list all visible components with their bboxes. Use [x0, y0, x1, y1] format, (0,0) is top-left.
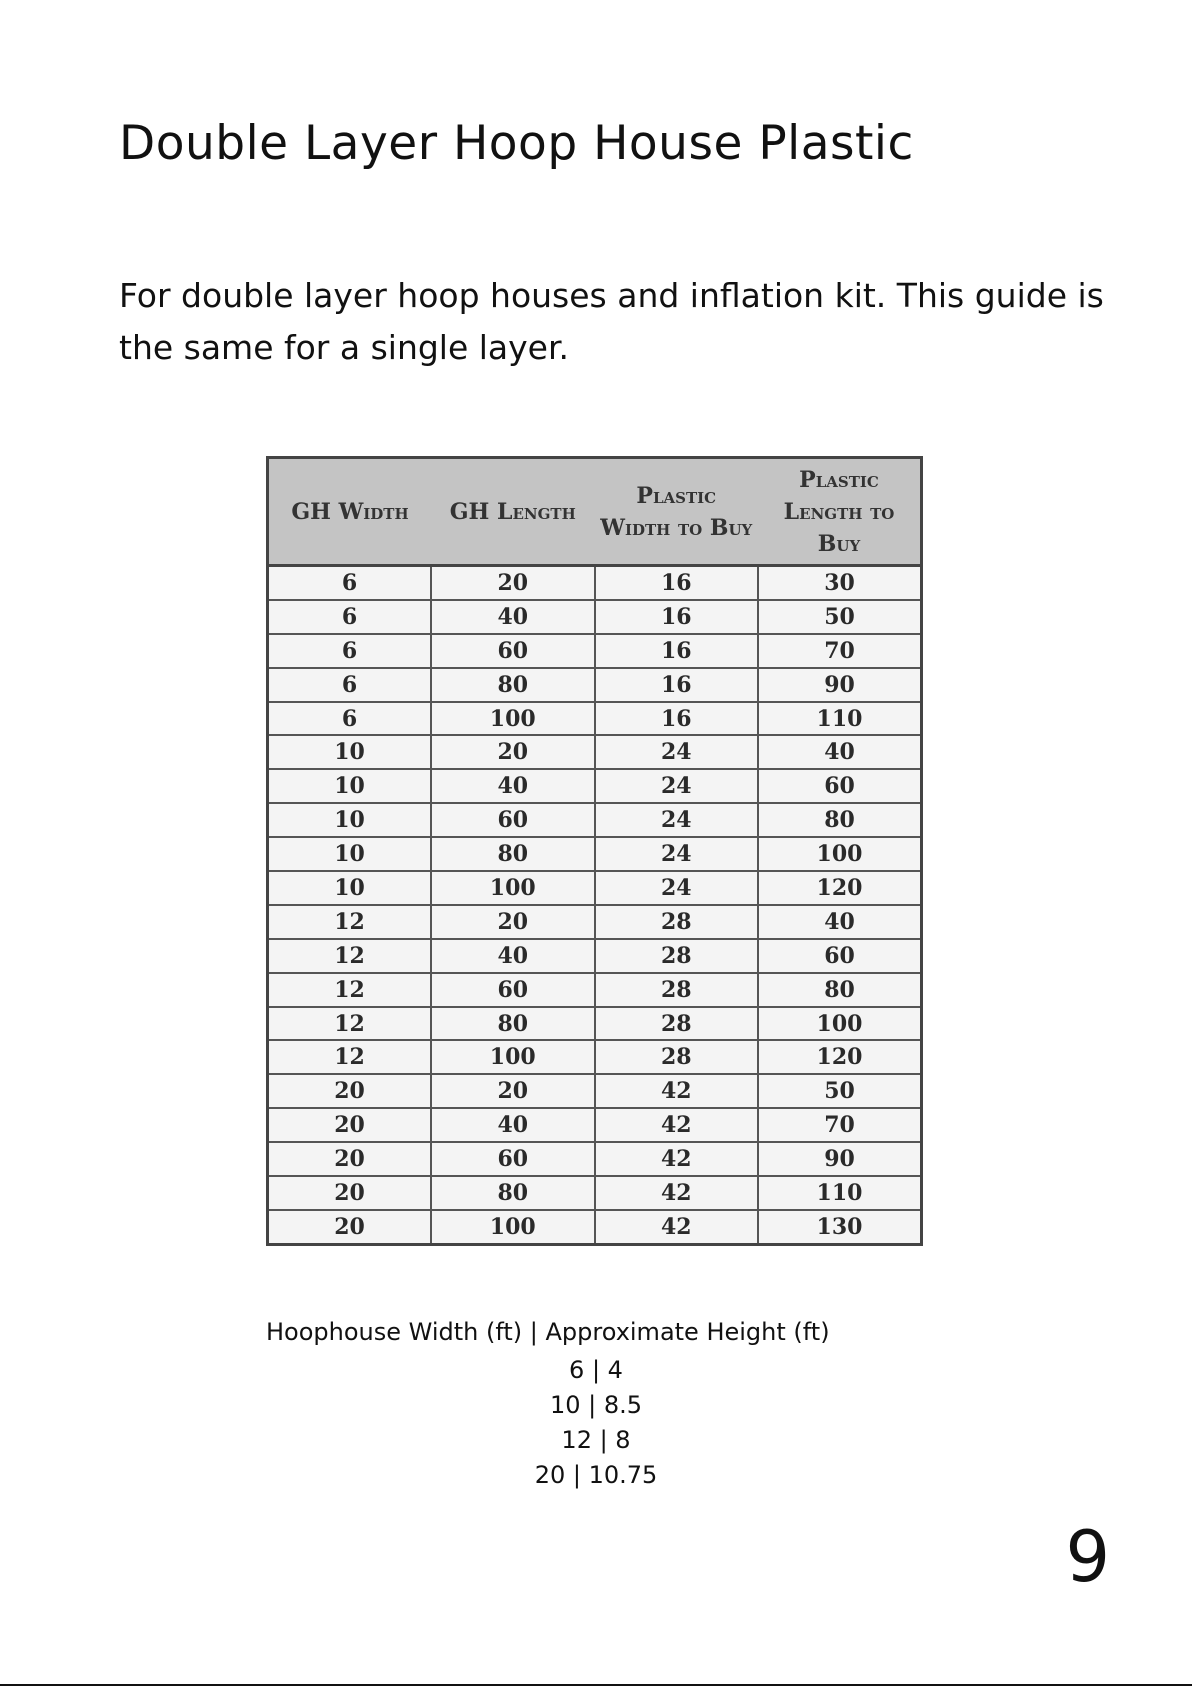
cell-plastic-length: 50 — [758, 1074, 922, 1108]
cell-gh-width: 10 — [268, 769, 432, 803]
plastic-size-table-container — [266, 456, 923, 1246]
cell-plastic-width: 42 — [595, 1176, 759, 1210]
cell-plastic-length: 110 — [758, 702, 922, 736]
cell-plastic-width: 16 — [595, 668, 759, 702]
table-row — [268, 939, 922, 973]
cell-gh-length: 100 — [431, 1040, 595, 1074]
cell-plastic-length: 90 — [758, 1142, 922, 1176]
table-row — [268, 1007, 922, 1041]
page-title: Double Layer Hoop House Plastic — [119, 116, 914, 171]
cell-gh-length: 100 — [431, 1210, 595, 1244]
cell-gh-width: 10 — [268, 803, 432, 837]
cell-plastic-width: 28 — [595, 1040, 759, 1074]
table-row — [268, 905, 922, 939]
cell-plastic-length: 120 — [758, 871, 922, 905]
cell-gh-width: 12 — [268, 1040, 432, 1074]
cell-plastic-width: 28 — [595, 1007, 759, 1041]
table-row — [268, 1210, 922, 1244]
cell-gh-length: 80 — [431, 837, 595, 871]
cell-gh-length: 40 — [431, 769, 595, 803]
cell-gh-width: 6 — [268, 702, 432, 736]
height-guide-row: 6 | 4 — [569, 1356, 623, 1384]
cell-plastic-width: 16 — [595, 634, 759, 668]
table-row — [268, 1142, 922, 1176]
cell-plastic-length: 40 — [758, 905, 922, 939]
cell-gh-length: 40 — [431, 939, 595, 973]
cell-plastic-length: 60 — [758, 769, 922, 803]
height-guide-list — [0, 1353, 1192, 1493]
cell-plastic-length: 100 — [758, 1007, 922, 1041]
table-row — [268, 1074, 922, 1108]
cell-plastic-length: 70 — [758, 1108, 922, 1142]
cell-plastic-length: 110 — [758, 1176, 922, 1210]
cell-gh-length: 60 — [431, 1142, 595, 1176]
cell-plastic-width: 24 — [595, 803, 759, 837]
cell-plastic-width: 42 — [595, 1142, 759, 1176]
cell-gh-length: 40 — [431, 1108, 595, 1142]
cell-plastic-width: 28 — [595, 939, 759, 973]
height-guide-header: Hoophouse Width (ft) | Approximate Height (ft) — [266, 1318, 830, 1346]
cell-plastic-length: 70 — [758, 634, 922, 668]
cell-plastic-width: 24 — [595, 871, 759, 905]
header-plastic-width: Plastic Width to Buy — [595, 458, 759, 566]
cell-plastic-length: 130 — [758, 1210, 922, 1244]
cell-gh-width: 10 — [268, 735, 432, 769]
table-row — [268, 600, 922, 634]
cell-plastic-width: 24 — [595, 735, 759, 769]
cell-plastic-length: 50 — [758, 600, 922, 634]
cell-plastic-length: 80 — [758, 973, 922, 1007]
plastic-size-table — [266, 456, 923, 1246]
cell-gh-width: 10 — [268, 871, 432, 905]
cell-gh-length: 40 — [431, 600, 595, 634]
cell-gh-length: 60 — [431, 973, 595, 1007]
cell-gh-width: 12 — [268, 905, 432, 939]
cell-plastic-width: 16 — [595, 566, 759, 600]
cell-plastic-width: 16 — [595, 702, 759, 736]
cell-gh-width: 10 — [268, 837, 432, 871]
table-row — [268, 668, 922, 702]
cell-gh-width: 12 — [268, 939, 432, 973]
table-row — [268, 769, 922, 803]
header-plastic-length: Plastic Length to Buy — [758, 458, 922, 566]
table-row — [268, 973, 922, 1007]
cell-plastic-width: 16 — [595, 600, 759, 634]
cell-gh-width: 6 — [268, 668, 432, 702]
table-body — [268, 566, 922, 1245]
cell-plastic-width: 42 — [595, 1074, 759, 1108]
cell-gh-length: 20 — [431, 905, 595, 939]
cell-plastic-length: 80 — [758, 803, 922, 837]
page-number: 9 — [1065, 1516, 1110, 1598]
cell-gh-width: 20 — [268, 1108, 432, 1142]
intro-paragraph: For double layer hoop houses and inflation kit. This guide is the same for a single layer. — [119, 276, 1104, 367]
table-row — [268, 735, 922, 769]
table-row — [268, 702, 922, 736]
table-row — [268, 1176, 922, 1210]
cell-plastic-width: 42 — [595, 1210, 759, 1244]
cell-plastic-length: 30 — [758, 566, 922, 600]
cell-gh-length: 80 — [431, 1176, 595, 1210]
cell-plastic-width: 24 — [595, 837, 759, 871]
cell-gh-width: 6 — [268, 600, 432, 634]
height-guide-row: 12 | 8 — [561, 1426, 631, 1454]
cell-gh-length: 100 — [431, 871, 595, 905]
table-row — [268, 1040, 922, 1074]
cell-plastic-width: 42 — [595, 1108, 759, 1142]
cell-plastic-length: 100 — [758, 837, 922, 871]
table-row — [268, 1108, 922, 1142]
cell-plastic-length: 40 — [758, 735, 922, 769]
table-row — [268, 803, 922, 837]
cell-gh-length: 100 — [431, 702, 595, 736]
table-row — [268, 634, 922, 668]
cell-plastic-length: 90 — [758, 668, 922, 702]
table-header-row — [268, 458, 922, 566]
cell-gh-width: 12 — [268, 973, 432, 1007]
cell-gh-length: 80 — [431, 1007, 595, 1041]
cell-gh-width: 20 — [268, 1210, 432, 1244]
cell-plastic-length: 60 — [758, 939, 922, 973]
table-row — [268, 566, 922, 600]
cell-gh-length: 80 — [431, 668, 595, 702]
cell-plastic-width: 24 — [595, 769, 759, 803]
cell-gh-length: 60 — [431, 803, 595, 837]
cell-gh-width: 6 — [268, 634, 432, 668]
cell-plastic-width: 28 — [595, 973, 759, 1007]
height-guide-row: 20 | 10.75 — [534, 1461, 658, 1489]
height-guide-row: 10 | 8.5 — [549, 1391, 643, 1419]
cell-gh-length: 20 — [431, 735, 595, 769]
cell-plastic-width: 28 — [595, 905, 759, 939]
table-row — [268, 837, 922, 871]
cell-gh-width: 20 — [268, 1074, 432, 1108]
cell-gh-width: 20 — [268, 1176, 432, 1210]
cell-gh-length: 20 — [431, 566, 595, 600]
cell-gh-length: 20 — [431, 1074, 595, 1108]
header-gh-width: GH Width — [268, 458, 432, 566]
table-row — [268, 871, 922, 905]
cell-gh-width: 12 — [268, 1007, 432, 1041]
cell-plastic-length: 120 — [758, 1040, 922, 1074]
header-gh-length: GH Length — [431, 458, 595, 566]
cell-gh-length: 60 — [431, 634, 595, 668]
cell-gh-width: 20 — [268, 1142, 432, 1176]
cell-gh-width: 6 — [268, 566, 432, 600]
